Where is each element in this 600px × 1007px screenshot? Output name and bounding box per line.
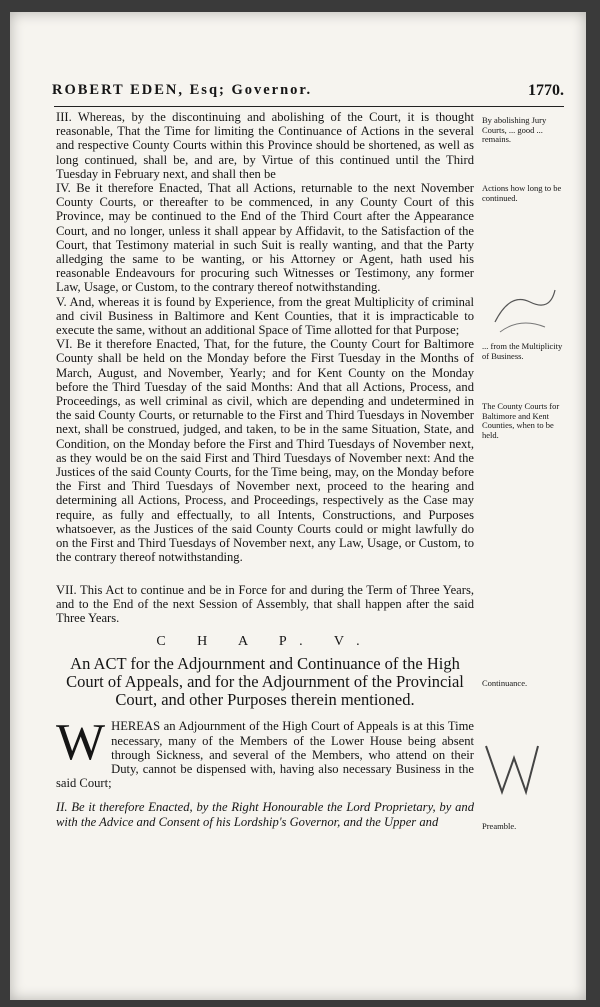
running-title: ROBERT EDEN, Esq; Governor. — [52, 82, 313, 98]
header-rule — [54, 106, 564, 107]
chapter-heading: C H A P. V. — [156, 634, 374, 650]
drop-cap: W — [56, 714, 106, 772]
margin-note-6: Preamble. — [482, 821, 517, 831]
running-header — [52, 82, 572, 104]
section-iv: IV. Be it therefore Enacted, That all Actions, returnable to the next November County Courts, or thereafter to be commenced, in any County Court of this Province, may be continued to the End of the Third Court after the Appearance Court, and no longer, unless it shall appear by Affidavit, to the Satisfaction of the Court, that Testimony material in such Suit is really wanting, and that the Party alledging the same to be wanting, or his Attorney or Agent, hath used his reasonable Endeavours for procuring such Witnesses or Testimony, any former Law, Usage, or Custom, to the contrary thereof notwithstanding. — [56, 181, 474, 295]
preamble — [56, 714, 474, 791]
act-title: An ACT for the Adjournment and Continuance of the High Court of Appeals, and for the Adjournment of the Provincial Court, and other Purposes therein mentioned. — [66, 654, 464, 710]
margin-note-5: Continuance. — [482, 678, 528, 688]
scan-smudge-graphic — [490, 282, 560, 342]
page-year: 1770. — [528, 82, 564, 99]
preamble-text: HEREAS an Adjournment of the High Court of Appeals is at this Time necessary, many of the Members of the Lower House being absent through Sickness, and several of the Members, who attend on their Duty, cannot be dispensed with, having also necessary Business in the said Court; — [56, 719, 474, 791]
scan-smudge-graphic — [480, 740, 540, 798]
margin-note-3: ... from the Multiplicity of Business. — [482, 341, 563, 361]
section-vi: VI. Be it therefore Enacted, That, for the future, the County Court for Baltimore County shall be held on the Monday before the First Tuesday in the Months of March, August, and November, Yearly; and for Kent County on the Monday before the Third Tuesday of the said Months: And that all Actions, Process, and Proceedings, as well criminal as civil, which are depending and undetermined in the said County Courts, or returnable to the First and Third Tuesdays in November next, shall be construed, judged, and taken, to be in the same Situation, State, and Condition, on the Monday before the First and Third Tuesdays of November next, as they would be on the said First and Third Tuesdays of November next: And the Justices of the said County Courts, for the Time being, may, on the Monday before the First and Third Tuesdays of November next, proceed to the hearing and determining all Actions, Process, and Proceedings, respectively as the Case may require, as fully and effectually, to all Intents, Constructions, and Purposes whatsoever, as the Justices of the said County Courts could or might lawfully do on the First and Third Tuesdays of November next, any Law, Usage, or Custom, to the contrary thereof notwithstanding. — [56, 337, 474, 565]
document-page — [10, 12, 586, 1000]
body-text — [56, 110, 474, 829]
margin-note-2: Actions how long to be continued. — [482, 183, 562, 203]
section-ii-enacting: II. Be it therefore Enacted, by the Right Honourable the Lord Proprietary, by and with the Advice and Consent of his Lordship's Governor, and the Upper and — [56, 800, 474, 829]
margin-note-1: By abolishing Jury Courts, ... good ... remains. — [482, 115, 547, 144]
section-iii: III. Whereas, by the discontinuing and abolishing of the Court, it is thought reasonable, That the Time for limiting the Continuance of Actions in the several and respective County Courts within this Province should be shortened, as well as long continued, shall be, and are, by Virtue of this continued until the Third Tuesday in February next, and shall then be — [56, 110, 474, 181]
section-v: V. And, whereas it is found by Experience, from the great Multiplicity of criminal and civil Business in Baltimore and Kent Counties, that it is impracticable to execute the same, without an additional Space of Time allotted for that Purpose; — [56, 294, 474, 338]
margin-note-4: The County Courts for Baltimore and Kent Counties, when to be held. — [482, 401, 560, 440]
section-vii: VII. This Act to continue and be in Force for and during the Term of Three Years, and to the End of the next Session of Assembly, that shall happen after the said Three Years. — [56, 582, 474, 625]
